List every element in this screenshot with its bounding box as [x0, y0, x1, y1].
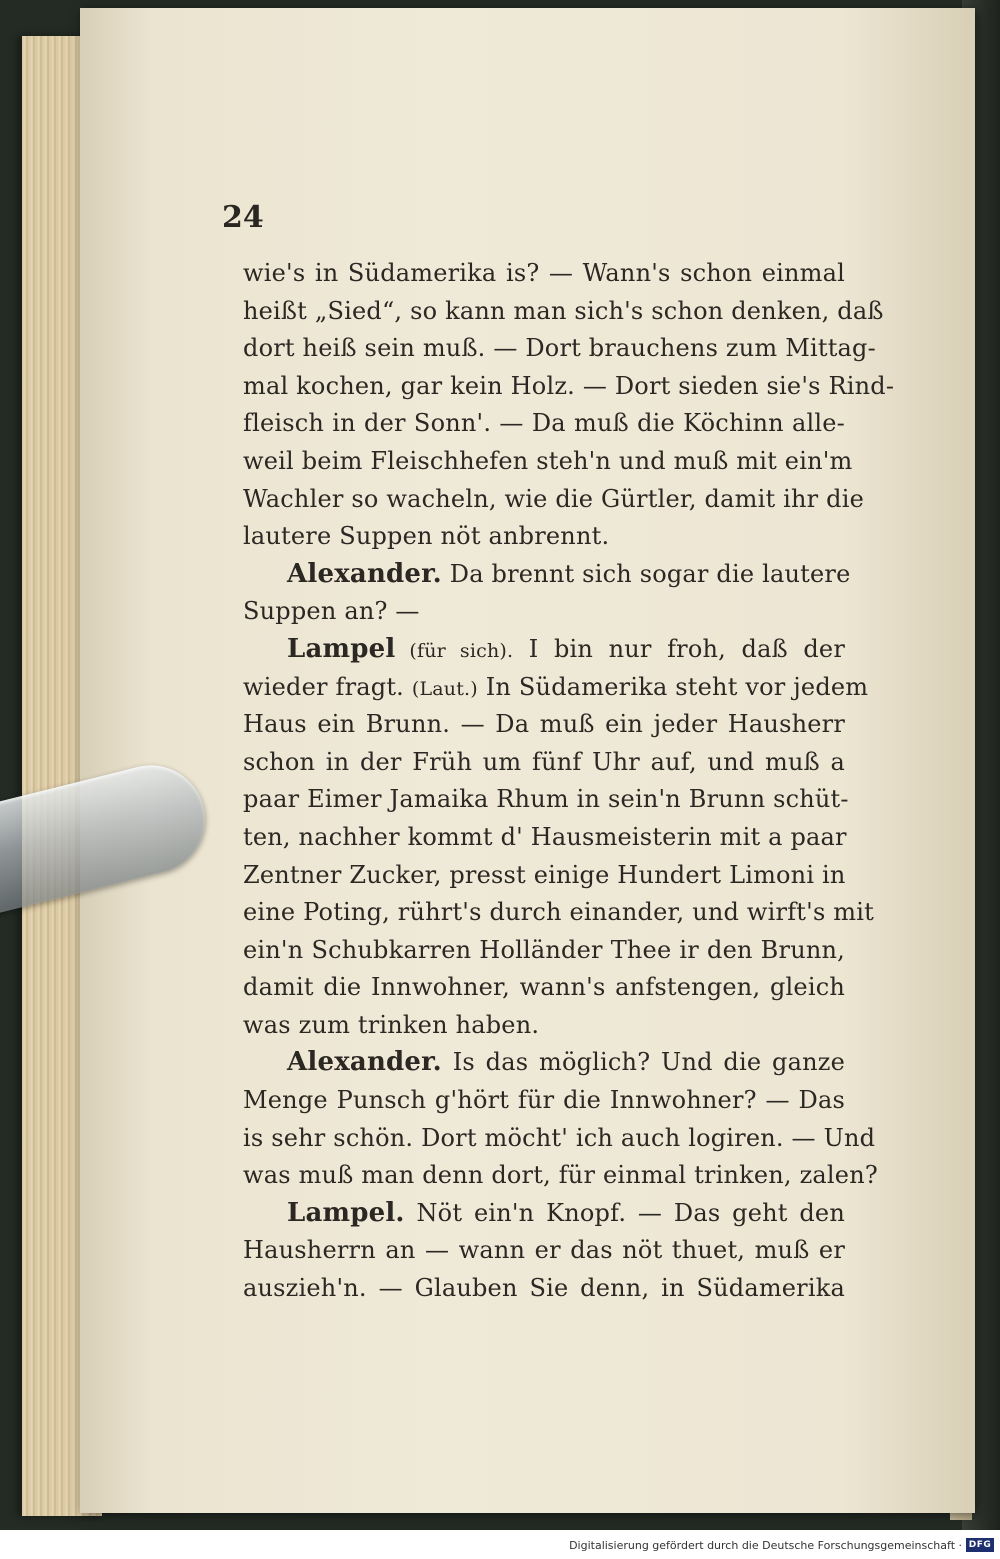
line-text: damit die Innwohner, wann's anfstengen, gleich — [243, 973, 845, 1002]
speaker-name: Lampel — [287, 633, 396, 664]
text-line — [243, 368, 895, 406]
text-line — [243, 255, 845, 293]
line-text: mal kochen, gar kein Holz. — Dort sieden sie's Rind- — [243, 371, 895, 400]
line-text: was muß man denn dort, für einmal trinken, zalen? — [243, 1161, 878, 1190]
line-text: was zum trinken haben. — [243, 1010, 540, 1039]
line-text: Zentner Zucker, presst einige Hundert Limoni in — [243, 860, 846, 889]
digitization-credit: Digitalisierung gefördert durch die Deutsche Forschungsgemeinschaft · — [569, 1539, 962, 1552]
line-text: schon in der Früh um fünf Uhr auf, und muß a — [243, 747, 845, 776]
line-text: Haus ein Brunn. — Da muß ein jeder Hausherr — [243, 710, 845, 739]
line-text: lautere Suppen nöt anbrennt. — [243, 522, 610, 551]
text-line — [243, 1270, 845, 1308]
line-text: paar Eimer Jamaika Rhum in sein'n Brunn schüt- — [243, 785, 849, 814]
line-text: In Südamerika steht vor jedem — [477, 672, 869, 701]
line-text: ten, nachher kommt d' Hausmeisterin mit a paar — [243, 822, 847, 851]
text-line — [243, 744, 845, 782]
text-line — [243, 593, 845, 631]
line-text: Nöt ein'n Knopf. — Das geht den — [404, 1198, 845, 1227]
text-line — [243, 894, 874, 932]
speaker-name: Lampel. — [287, 1197, 405, 1228]
text-line — [243, 1195, 845, 1233]
line-text: fleisch in der Sonn'. — Da muß die Köchinn alle- — [243, 409, 845, 438]
text-line — [243, 481, 865, 519]
line-text: Menge Punsch g'hört für die Innwohner? — Das — [243, 1086, 845, 1115]
text-line — [243, 819, 845, 857]
text-line — [243, 781, 849, 819]
text-line — [243, 518, 845, 556]
speaker-name: Alexander. — [287, 558, 442, 589]
line-text: is sehr schön. Dort möcht' ich auch logiren. — Und — [243, 1123, 876, 1152]
dfg-logo: DFG — [966, 1538, 994, 1552]
text-line — [243, 443, 853, 481]
line-text: wieder fragt. — [243, 672, 412, 701]
text-line — [243, 932, 845, 970]
line-text: ein'n Schubkarren Holländer Thee ir den Brunn, — [243, 935, 845, 964]
line-text: wie's in Südamerika is? — Wann's schon einmal — [243, 259, 845, 287]
line-text: heißt „Sied“, so kann man sich's schon denken, daß — [243, 296, 884, 325]
text-line — [243, 1007, 845, 1045]
stage-direction: (Laut.) — [411, 677, 478, 700]
line-text: auszieh'n. — Glauben Sie denn, in Südamerika — [243, 1274, 845, 1303]
page-number: 24 — [222, 200, 264, 235]
line-text: Hausherrn an — wann er das nöt thuet, muß er — [243, 1236, 845, 1265]
stage-direction: (für sich). — [395, 639, 514, 662]
line-text: eine Poting, rührt's durch einander, und wirft's mit — [243, 898, 874, 927]
text-line — [243, 1082, 845, 1120]
text-line — [243, 706, 845, 744]
text-line — [243, 1120, 876, 1158]
text-line — [243, 857, 845, 895]
text-line — [243, 330, 876, 368]
text-line — [243, 405, 845, 443]
line-text: Wachler so wacheln, wie die Gürtler, damit ihr die — [243, 484, 865, 513]
text-line — [243, 969, 845, 1007]
line-text: Da brennt sich sogar die lautere — [441, 559, 851, 588]
page-text — [243, 255, 895, 1308]
text-line — [243, 1044, 845, 1082]
line-text: Is das möglich? Und die ganze — [441, 1048, 845, 1077]
line-text: Suppen an? — — [243, 597, 420, 626]
text-line — [243, 556, 851, 594]
text-line — [243, 631, 845, 669]
line-text: weil beim Fleischhefen steh'n und muß mit ein'm — [243, 446, 853, 475]
text-line — [243, 1157, 878, 1195]
speaker-name: Alexander. — [287, 1047, 442, 1078]
text-line — [243, 1232, 845, 1270]
text-line — [243, 669, 869, 707]
line-text: dort heiß sein muß. — Dort brauchens zum Mittag- — [243, 334, 876, 363]
text-line — [243, 293, 884, 331]
line-text: I bin nur froh, daß der — [513, 634, 845, 663]
footer-bar — [0, 1530, 1000, 1559]
